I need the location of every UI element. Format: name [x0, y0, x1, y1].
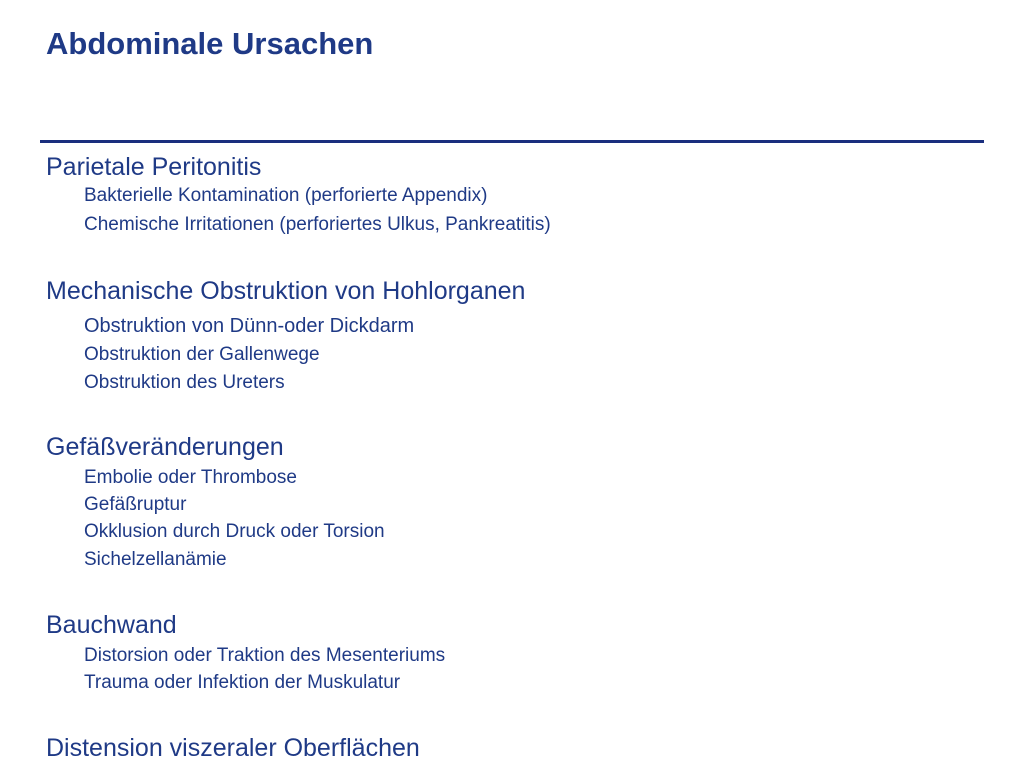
- list-item-gefaessruptur: Gefäßruptur: [84, 494, 187, 515]
- list-item-obstruktion-darm: Obstruktion von Dünn-oder Dickdarm: [84, 315, 415, 337]
- list-item-obstruktion-ureter: Obstruktion des Ureters: [84, 372, 285, 393]
- list-item-distorsion-traktion: Distorsion oder Traktion des Mesenteriums: [84, 645, 446, 666]
- list-item-embolie-thrombose: Embolie oder Thrombose: [84, 467, 297, 488]
- list-item-trauma-infektion: Trauma oder Infektion der Muskulatur: [84, 672, 401, 693]
- list-item-obstruktion-gallenwege: Obstruktion der Gallenwege: [84, 344, 320, 365]
- section-heading-parietale-peritonitis: Parietale Peritonitis: [46, 153, 262, 181]
- section-heading-gefaessveraenderungen: Gefäßveränderungen: [46, 433, 284, 461]
- section-heading-bauchwand: Bauchwand: [46, 611, 177, 639]
- list-item-okklusion: Okklusion durch Druck oder Torsion: [84, 521, 385, 542]
- list-item-sichelzellanaemie: Sichelzellanämie: [84, 549, 227, 570]
- list-item-bakterielle-kontamination: Bakterielle Kontamination (perforierte Appendix): [84, 185, 488, 206]
- list-item-chemische-irritationen: Chemische Irritationen (perforiertes Ulkus, Pankreatitis): [84, 214, 551, 235]
- section-heading-distension: Distension viszeraler Oberflächen: [46, 734, 420, 762]
- title-divider: [40, 140, 984, 143]
- slide-title: Abdominale Ursachen: [46, 26, 374, 61]
- section-heading-mechanische-obstruktion: Mechanische Obstruktion von Hohlorganen: [46, 277, 526, 305]
